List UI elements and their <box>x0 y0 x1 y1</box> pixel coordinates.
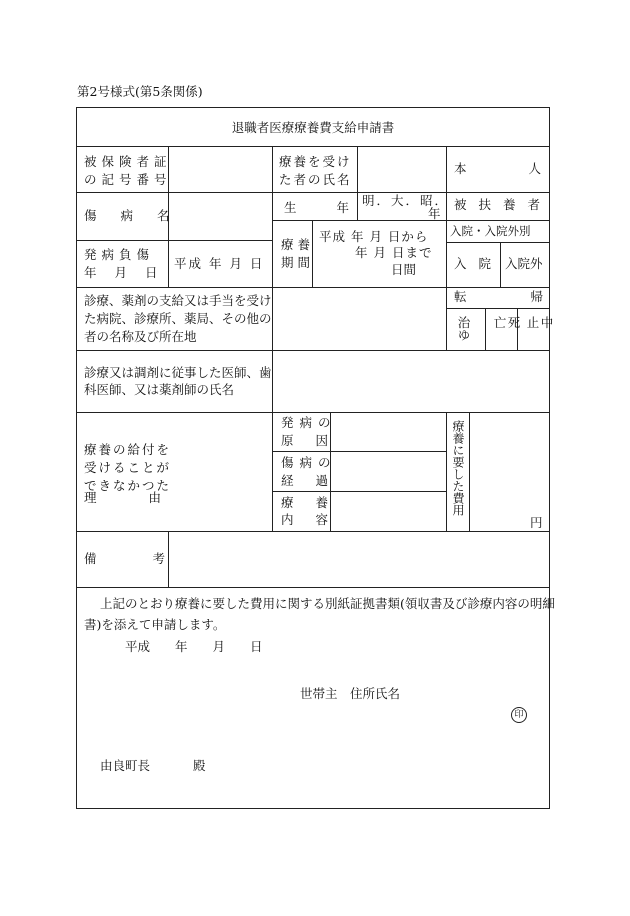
outpatient-label: 入院外 <box>505 256 543 271</box>
rule <box>469 412 470 531</box>
onset-date-label: 発病負傷 <box>84 247 155 262</box>
reason-label: 理由 <box>84 490 214 505</box>
cause-label: 発病の <box>281 415 337 430</box>
treatment-period-label: 療養 <box>281 237 315 252</box>
birth-year-suffix: 年 <box>428 206 441 221</box>
form-title: 退職者医療療養費支給申請書 <box>231 120 395 135</box>
cause-label: 原因 <box>281 433 351 448</box>
provider-label: 者の名称及び所在地 <box>84 329 197 344</box>
insurance-card-label: の記号番号 <box>84 172 172 187</box>
cost-label: 療養に要した費用 <box>451 420 465 516</box>
rule <box>446 146 447 350</box>
application-date: 平成 年 月 日 <box>125 639 263 654</box>
rule <box>76 192 550 193</box>
reason-label: できなかつた <box>84 478 172 493</box>
injury-name-label: 傷病名 <box>84 208 194 223</box>
rule <box>446 412 447 531</box>
content-label: 内容 <box>281 512 351 527</box>
dependent-label: 被扶養者 <box>454 197 553 212</box>
rule <box>76 587 550 588</box>
treatment-period-label: 期間 <box>281 255 315 270</box>
outcome-cured: 治ゆ <box>456 316 471 341</box>
period-to: 年 月 日まで <box>355 245 433 260</box>
reason-label: 療養の給付を <box>84 442 172 457</box>
onset-date-value: 平成 年 月 日 <box>174 256 265 271</box>
remarks-label: 備考 <box>84 551 222 566</box>
progress-label: 経過 <box>281 473 351 488</box>
rule <box>272 491 446 492</box>
rule <box>446 242 550 243</box>
recipient-name-label: た者の氏名 <box>279 172 352 187</box>
onset-date-label: 年月日 <box>84 265 176 280</box>
doctor-label: 診療又は調剤に従事した医師、歯 <box>84 365 272 380</box>
recipient-name-label: 療養を受け <box>279 154 352 169</box>
addressee-honorific: 殿 <box>193 758 206 773</box>
outcome-stopped: 中止 <box>525 316 554 335</box>
seal-mark: 印 <box>511 707 527 723</box>
provider-label: 診療、薬剤の支給又は手当を受け <box>84 293 272 308</box>
reason-label: 受けることが <box>84 460 172 475</box>
doctor-label: 科医師、又は薬剤師の氏名 <box>84 382 235 397</box>
addressee-name: 由良町長 <box>100 758 151 773</box>
rule <box>76 350 550 351</box>
declaration-text: 書)を添えて申請します。 <box>84 617 226 632</box>
outcome-label: 転帰 <box>454 289 608 304</box>
insurance-card-label: 被保険者証 <box>84 154 172 169</box>
inpatient-outpatient-label: 入院・入院外別 <box>450 224 531 238</box>
rule <box>272 451 446 452</box>
rule <box>446 308 550 309</box>
inpatient-label: 入院 <box>454 256 504 271</box>
form-number: 第2号様式(第5条関係) <box>77 84 203 99</box>
birth-date-label: 生年 <box>284 200 390 215</box>
rule <box>76 531 550 532</box>
honnin-label: 本人 <box>454 161 604 176</box>
rule <box>485 308 486 350</box>
period-days: 日間 <box>391 262 417 277</box>
yen-unit: 円 <box>530 515 543 530</box>
birth-eras: 明．大．昭． <box>362 193 450 208</box>
content-label: 療養 <box>281 495 351 510</box>
declaration-text: 上記のとおり療養に要した費用に関する別紙証拠書類(領収書及び診療内容の明細 <box>100 596 555 611</box>
rule <box>76 412 550 413</box>
provider-label: た病院、診療所、薬局、その他の <box>84 311 272 326</box>
rule <box>76 240 272 241</box>
applicant-label: 世帯主 住所氏名 <box>300 686 401 701</box>
period-from: 平成 年 月 日から <box>319 229 429 244</box>
outcome-died: 死亡 <box>492 316 521 335</box>
rule <box>272 412 273 531</box>
rule <box>272 220 550 221</box>
progress-label: 傷病の <box>281 455 337 470</box>
rule <box>76 146 550 147</box>
rule <box>272 146 273 412</box>
